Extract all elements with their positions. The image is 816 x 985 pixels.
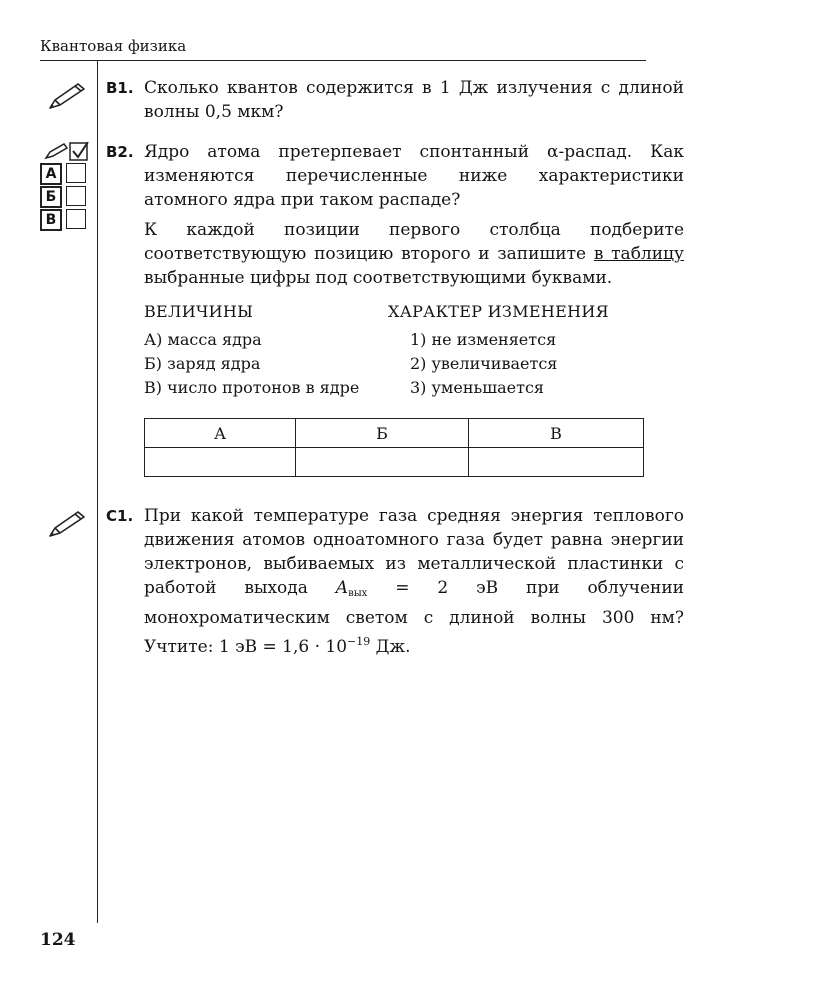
- left-item: В) число протонов в ядре: [144, 378, 360, 397]
- answer-box-v: [40, 209, 90, 229]
- task-c1-text-mid: = 2 эВ при облучении монохроматическим светом с длиной волны 300 нм? Учтите: 1 эВ = 1,6 · 10: [144, 578, 685, 657]
- task-b1-text: Сколько квантов содержится в 1 Дж излучения с длиной волны 0,5 мкм?: [144, 78, 684, 122]
- answer-box-letter: Б: [40, 186, 62, 208]
- task-c1-text-end: Дж.: [370, 637, 411, 657]
- table-answer-cell[interactable]: [145, 448, 296, 477]
- task-c1-text: При какой температуре газа средняя энергия теплового движения атомов одноатомного газа будет равна энергии электронов, выбиваемых из металлической пластинки с работой выхода: [144, 506, 684, 598]
- answer-input-box: [66, 186, 86, 206]
- answer-box-letter: А: [40, 163, 62, 185]
- answer-box-letter: В: [40, 209, 62, 231]
- table-header-row: [145, 419, 644, 448]
- table-answer-cell[interactable]: [469, 448, 644, 477]
- left-item: А) масса ядра: [144, 330, 262, 349]
- page-number: 124: [40, 930, 76, 950]
- left-column: [144, 300, 359, 400]
- task-c1: [106, 504, 684, 659]
- left-item: Б) заряд ядра: [144, 354, 261, 373]
- task-b1: [106, 76, 684, 124]
- table-header-cell: В: [469, 419, 644, 448]
- work-function-subscript: вых: [348, 588, 368, 599]
- table-header-cell: А: [145, 419, 296, 448]
- instruction-link: в таблицу: [593, 244, 684, 264]
- answer-table: [144, 418, 644, 477]
- answer-input-box: [66, 163, 86, 183]
- task-number-c1: С1.: [106, 507, 134, 525]
- task-number-b1: В1.: [106, 79, 134, 97]
- margin-line: [97, 61, 98, 923]
- task-b2: [106, 140, 684, 290]
- page-header: Квантовая физика: [40, 37, 187, 55]
- task-number-b2: В2.: [106, 143, 134, 161]
- right-column: [388, 300, 609, 400]
- task-b2-text: Ядро атома претерпевает спонтанный α-распад. Как изменяются перечисленные ниже характеристики атомного ядра при таком распаде?: [144, 142, 684, 210]
- header-rule: [40, 60, 646, 61]
- right-item: 1) не изменяется: [410, 330, 557, 349]
- right-column-title: ХАРАКТЕР ИЗМЕНЕНИЯ: [388, 302, 609, 321]
- answer-input-box: [66, 209, 86, 229]
- exponent: −19: [347, 635, 371, 648]
- right-item: 3) уменьшается: [410, 378, 544, 397]
- answer-box-a: [40, 163, 90, 183]
- pencil-icon: [46, 508, 90, 540]
- table-header-cell: Б: [296, 419, 469, 448]
- pencil-icon: [46, 80, 90, 112]
- table-answer-row: [145, 448, 644, 477]
- left-column-title: ВЕЛИЧИНЫ: [144, 302, 254, 321]
- task-b2-instruction: [144, 218, 684, 290]
- table-answer-cell[interactable]: [296, 448, 469, 477]
- instruction-text: К каждой позиции первого столбца подберите соответствующую позицию второго и запишите: [144, 220, 684, 264]
- right-item: 2) увеличивается: [410, 354, 558, 373]
- work-function-symbol: A: [335, 578, 349, 598]
- answer-box-b: [40, 186, 90, 206]
- pencil-check-icon: [44, 142, 90, 162]
- instruction-text-end: выбранные цифры под соответствующими буквами.: [144, 268, 613, 288]
